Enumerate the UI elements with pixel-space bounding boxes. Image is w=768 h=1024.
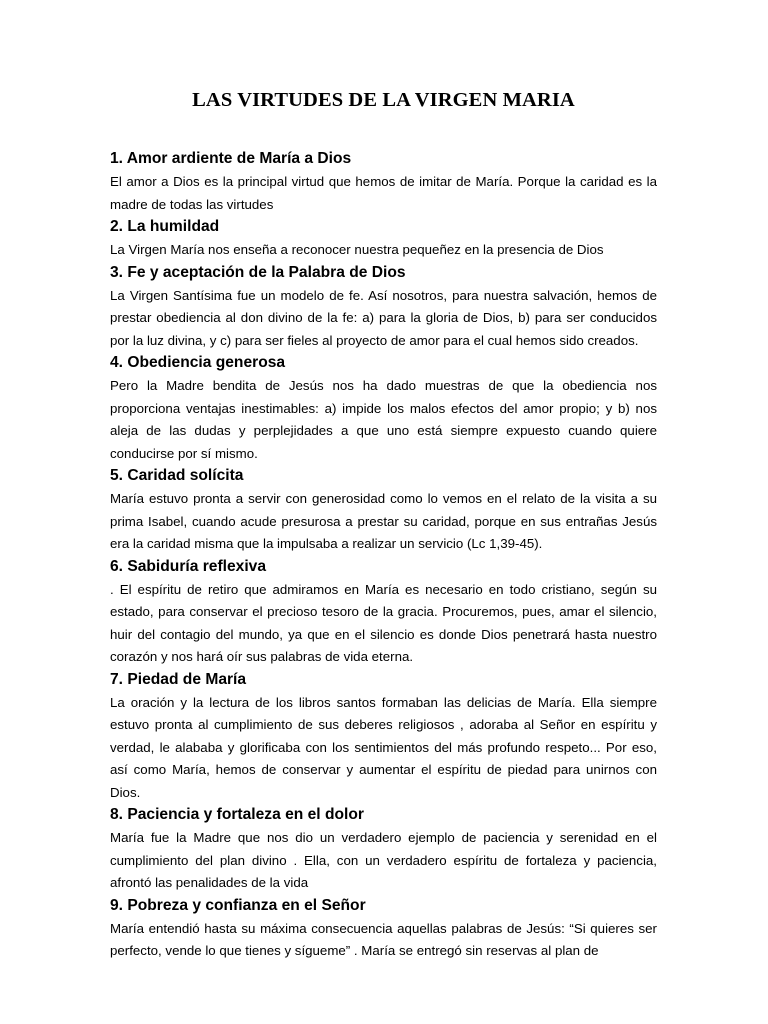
section-pobreza (110, 895, 657, 963)
section-amor (110, 148, 657, 216)
virtues-list (110, 148, 657, 963)
section-body: La Virgen Santísima fue un modelo de fe. Así nosotros, para nuestra salvación, hemos de prestar obediencia al don divino de la fe: a) para la gloria de Dios, b) para ser conducidos por la luz divina, y c) para ser fieles al proyecto de amor para el cual hemos sido creados. (110, 287, 657, 348)
section-heading: 3. Fe y aceptación de la Palabra de Dios (110, 263, 406, 281)
section-body: La Virgen María nos enseña a reconocer nuestra pequeñez en la presencia de Dios (110, 242, 604, 257)
section-humildad (110, 216, 657, 262)
section-body: Pero la Madre bendita de Jesús nos ha dado muestras de que la obediencia nos proporciona ventajas inestimables: a) impide los malos efectos del amor propio; y b) nos aleja de las dudas y perplejidades a que uno está siempre expuesto cuando quiere conducirse por sí mismo. (110, 378, 657, 461)
section-heading: 7. Piedad de María (110, 670, 247, 688)
section-heading: 5. Caridad solícita (110, 467, 244, 484)
section-piedad (110, 669, 657, 805)
section-heading: 8. Paciencia y fortaleza en el dolor (110, 806, 364, 823)
section-body: María entendió hasta su máxima consecuencia aquellas palabras de Jesús: “Si quieres ser perfecto, vende lo que tienes y sígueme” . María se entregó sin reservas al plan de (110, 920, 657, 958)
section-caridad (110, 465, 657, 556)
section-body: El amor a Dios es la principal virtud que hemos de imitar de María. Porque la caridad es la madre de todas las virtudes (110, 174, 657, 212)
section-paciencia (110, 804, 657, 895)
section-body: María fue la Madre que nos dio un verdadero ejemplo de paciencia y serenidad en el cumplimiento del plan divino . Ella, con un verdadero espíritu de fortaleza y paciencia, afrontó las penalidades de la vida (110, 830, 657, 890)
section-heading: 1. Amor ardiente de María a Dios (110, 150, 352, 167)
document-title: LAS VIRTUDES DE LA VIRGEN MARIA (192, 89, 575, 111)
section-body: La oración y la lectura de los libros santos formaban las delicias de María. Ella siempre estuvo pronta al cumplimiento de sus deberes religiosos , adoraba al Señor en espíritu y verdad, le alababa y glorificaba con los sentimientos del más profundo respeto... Por eso, así como María, hemos de conservar y aumentar el espíritu de piedad para unirnos con Dios. (110, 694, 657, 800)
section-sabiduria (110, 556, 657, 669)
section-body: . El espíritu de retiro que admiramos en María es necesario en todo cristiano, según su estado, para conservar el precioso tesoro de la gracia. Procuremos, pues, amar el silencio, huir del contagio del mundo, ya que en el silencio es donde Dios penetrará hasta nuestro corazón y nos hará oír sus palabras de vida eterna. (110, 581, 657, 664)
section-obediencia (110, 352, 657, 465)
section-heading: 4. Obediencia generosa (110, 354, 286, 371)
section-heading: 9. Pobreza y confianza en el Señor (110, 896, 366, 914)
section-body: María estuvo pronta a servir con generosidad como lo vemos en el relato de la visita a su prima Isabel, cuando acude presurosa a prestar su caridad, porque en sus entrañas Jesús era la caridad misma que la impulsaba a realizar un servicio (Lc 1,39-45). (110, 491, 657, 551)
section-heading: 2. La humildad (110, 218, 220, 235)
section-fe (110, 262, 657, 353)
document-page (110, 0, 657, 963)
section-heading: 6. Sabiduría reflexiva (110, 557, 267, 575)
